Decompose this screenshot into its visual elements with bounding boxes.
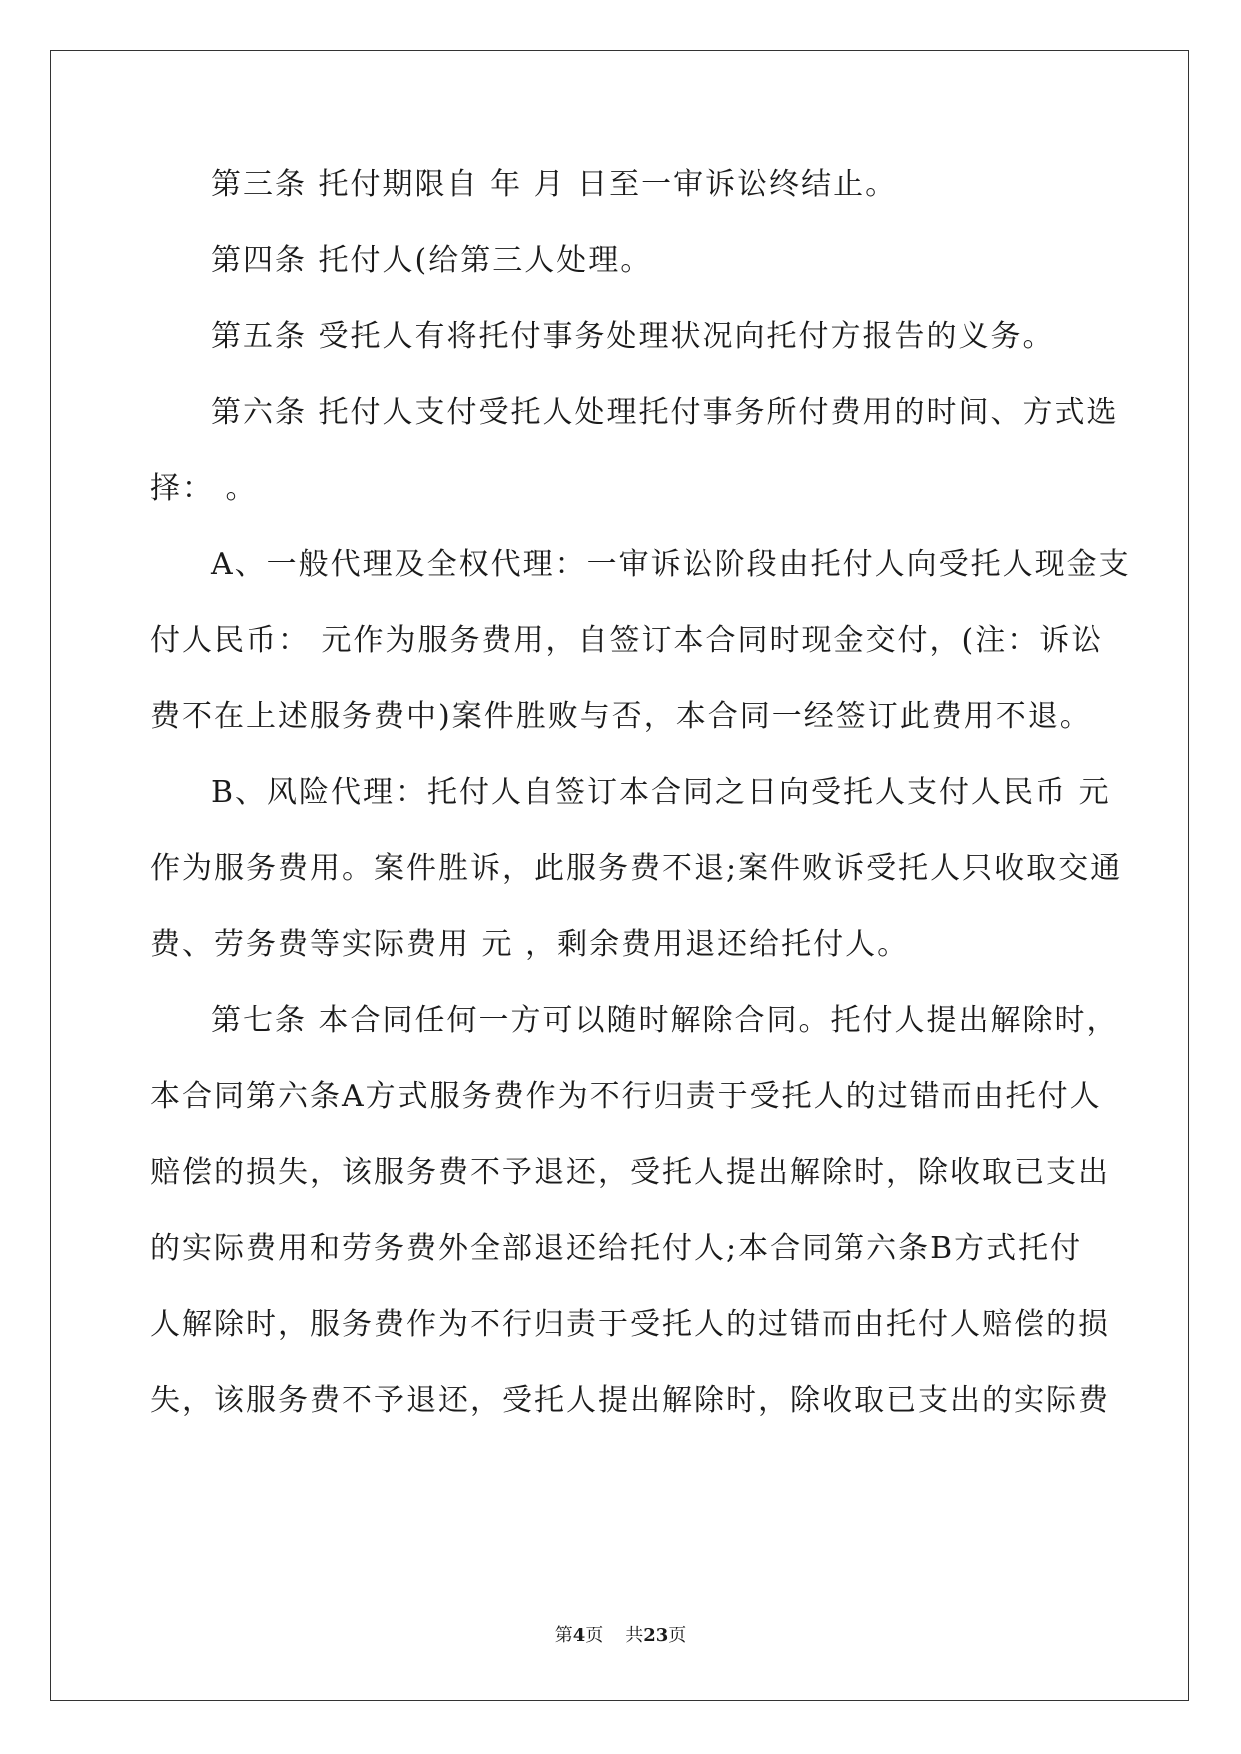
paragraph-article-4: 第四条 托付人(给第三人处理。 <box>211 243 653 278</box>
paragraph-article-5: 第五条 受托人有将托付事务处理状况向托付方报告的义务。 <box>211 319 1055 354</box>
paragraph-option-a-line-3: 费不在上述服务费中)案件胜败与否，本合同一经签订此费用不退。 <box>150 699 1092 734</box>
page-footer <box>0 1624 1241 1648</box>
paragraph-article-7-line-3: 赔偿的损失，该服务费不予退还，受托人提出解除时，除收取已支出 <box>150 1155 1110 1190</box>
total-suffix: 页 <box>668 1625 687 1646</box>
paragraph-article-7-line-1: 第七条 本合同任何一方可以随时解除合同。托付人提出解除时， <box>211 1003 1119 1038</box>
paragraph-article-7-line-4: 的实际费用和劳务费外全部退还给托付人;本合同第六条B方式托付 <box>150 1231 1083 1266</box>
paragraph-article-7-line-5: 人解除时，服务费作为不行归责于受托人的过错而由托付人赔偿的损 <box>150 1307 1110 1342</box>
paragraph-option-b-line-1: B、风险代理：托付人自签订本合同之日向受托人支付人民币 元 <box>211 775 1111 810</box>
paragraph-article-7-line-6: 失，该服务费不予退还，受托人提出解除时，除收取已支出的实际费 <box>150 1383 1110 1418</box>
total-pages: 23 <box>643 1625 669 1646</box>
paragraph-option-b-line-2: 作为服务费用。案件胜诉，此服务费不退;案件败诉受托人只收取交通 <box>150 851 1123 886</box>
paragraph-option-b-line-3: 费、劳务费等实际费用 元 ，剩余费用退还给托付人。 <box>150 927 910 962</box>
paragraph-article-6-line-2: 择： 。 <box>150 471 258 506</box>
total-prefix: 共 <box>625 1625 644 1646</box>
paragraph-article-7-line-2: 本合同第六条A方式服务费作为不行归责于受托人的过错而由托付人 <box>150 1079 1102 1114</box>
paragraph-article-6-line-1: 第六条 托付人支付受托人处理托付事务所付费用的时间、方式选 <box>211 395 1119 430</box>
paragraph-option-a-line-1: A、一般代理及全权代理：一审诉讼阶段由托付人向受托人现金支 <box>211 547 1131 582</box>
page-prefix: 第 <box>554 1625 573 1646</box>
paragraph-article-3: 第三条 托付期限自 年 月 日至一审诉讼终结止。 <box>211 167 898 202</box>
paragraph-option-a-line-2: 付人民币： 元作为服务费用，自签订本合同时现金交付，(注：诉讼 <box>150 623 1104 658</box>
page-number: 4 <box>572 1625 586 1646</box>
page-suffix: 页 <box>585 1625 604 1646</box>
